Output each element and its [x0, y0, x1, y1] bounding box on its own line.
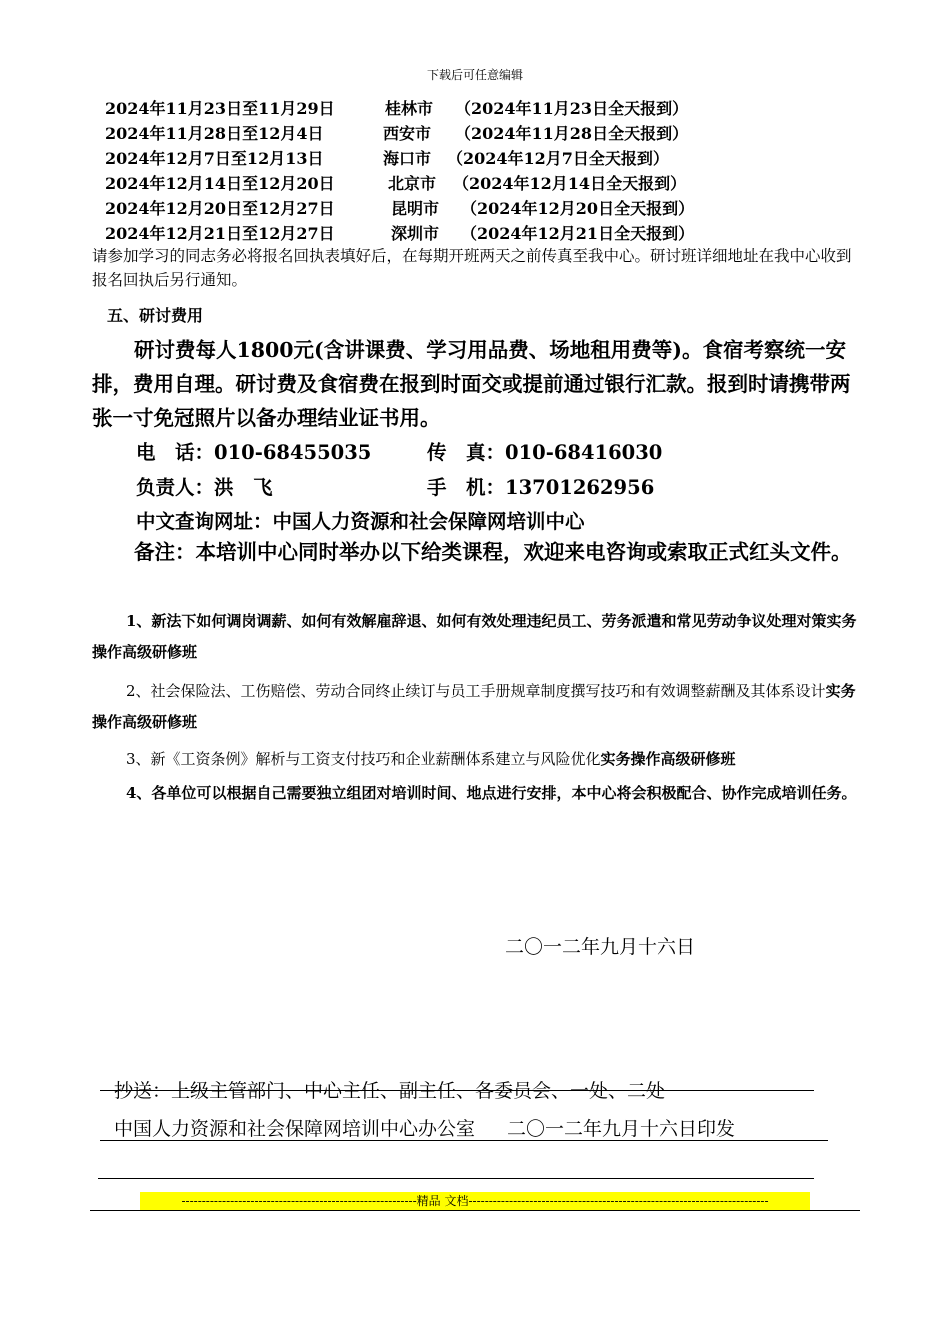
fax-label: 传 真： — [427, 441, 506, 464]
course-item — [92, 676, 862, 738]
schedule-city: 昆明市 — [391, 199, 440, 218]
schedule-city: 海口市 — [383, 149, 432, 168]
schedule-city: 西安市 — [383, 124, 432, 143]
schedule-checkin: （2024年12月7日全天报到） — [447, 149, 669, 168]
schedule-dates: 2024年12月7日至12月13日 — [105, 149, 324, 168]
schedule-dates: 2024年12月14日至12月20日 — [105, 174, 335, 193]
issuer-line — [114, 1114, 735, 1141]
footer-band: ----------------------------------------------------------精品 文档-------------------------------------------------------------------------- — [140, 1192, 810, 1210]
course-item — [92, 744, 862, 775]
section-heading: 五、研讨费用 — [107, 306, 204, 325]
schedule-dates: 2024年11月23日至11月29日 — [105, 99, 335, 118]
phone-line — [136, 437, 371, 465]
mobile-label: 手 机： — [427, 476, 506, 499]
website-name: 中国人力资源和社会保障网培训中心 — [272, 510, 585, 533]
person-name: 洪 飞 — [214, 476, 273, 499]
document-date: 二〇一二年九月十六日 — [505, 936, 696, 958]
schedule-checkin: （2024年12月21日全天报到） — [461, 224, 695, 243]
schedule-city: 深圳市 — [391, 224, 440, 243]
header-note: 下载后可任意编辑 — [426, 68, 523, 82]
course-bold: 实务操作高级研修班 — [600, 750, 736, 768]
mobile-number: 13701262956 — [505, 476, 655, 499]
course-plain: 2、社会保险法、工伤赔偿、劳动合同终止续订与员工手册规章制度撰写技巧和有效调整薪酬及其体系设计 — [126, 682, 826, 700]
issue-date: 二〇一二年九月十六日印发 — [507, 1118, 736, 1140]
schedule-checkin: （2024年12月20日全天报到） — [461, 199, 695, 218]
course-bold: 4、各单位可以根据自己需要独立组团对培训时间、地点进行安排，本中心将会积极配合、协作完成培训任务。 — [126, 784, 857, 802]
person-line — [136, 472, 273, 500]
fee-paragraph: 研讨费每人1800元(含讲课费、学习用品费、场地租用费等)。食宿考察统一安排，费用自理。研讨费及食宿费在报到时面交或提前通过银行汇款。报到时请携带两张一寸免冠照片以备办理结业证书用。 — [92, 338, 851, 430]
schedule-dates: 2024年11月28日至12月4日 — [105, 124, 324, 143]
cc-strike-line — [100, 1090, 814, 1091]
course-bold: 1、新法下如何调岗调薪、如何有效解雇辞退、如何有效处理违纪员工、劳务派遣和常见劳动争议处理对策实务操作高级研修班 — [92, 612, 857, 661]
schedule-dates: 2024年12月20日至12月27日 — [105, 199, 335, 218]
course-bold: 实务操作高级研修班 — [92, 682, 856, 731]
schedule-checkin: （2024年11月23日全天报到） — [455, 99, 689, 118]
notice-paragraph: 请参加学习的同志务必将报名回执表填好后，在每期开班两天之前传真至我中心。研讨班详细地址在我中心收到报名回执后另行通知。 — [92, 247, 852, 289]
mobile-line — [427, 472, 654, 500]
phone-number: 010-68455035 — [214, 441, 372, 464]
course-plain: 3、新《工资条例》解析与工资支付技巧和企业薪酬体系建立与风险优化 — [126, 750, 601, 768]
website-label: 中文查询网址： — [136, 510, 273, 533]
phone-label: 电 话： — [136, 441, 215, 464]
footer-band-text: 精品 文档 — [416, 1194, 469, 1208]
schedule-dates: 2024年12月21日至12月27日 — [105, 224, 335, 243]
schedule-checkin: （2024年11月28日全天报到） — [455, 124, 689, 143]
remark-paragraph: 备注：本培训中心同时举办以下给类课程，欢迎来电咨询或索取正式红头文件。 — [134, 540, 852, 564]
separator-line — [98, 1178, 814, 1179]
course-item — [92, 778, 862, 809]
schedule-city: 桂林市 — [385, 99, 434, 118]
schedule-checkin: （2024年12月14日全天报到） — [453, 174, 687, 193]
bottom-rule — [90, 1210, 860, 1211]
cc-line: 抄送：上级主管部门、中心主任、副主任、各委员会、一处、二处 — [114, 1080, 666, 1102]
fax-line — [427, 437, 662, 465]
schedule-city: 北京市 — [388, 174, 437, 193]
person-label: 负责人： — [136, 476, 215, 499]
website-line — [136, 506, 585, 534]
issuer-underline — [100, 1140, 828, 1141]
course-item — [92, 606, 862, 668]
issuer-name: 中国人力资源和社会保障网培训中心办公室 — [114, 1118, 476, 1140]
fax-number: 010-68416030 — [505, 441, 663, 464]
